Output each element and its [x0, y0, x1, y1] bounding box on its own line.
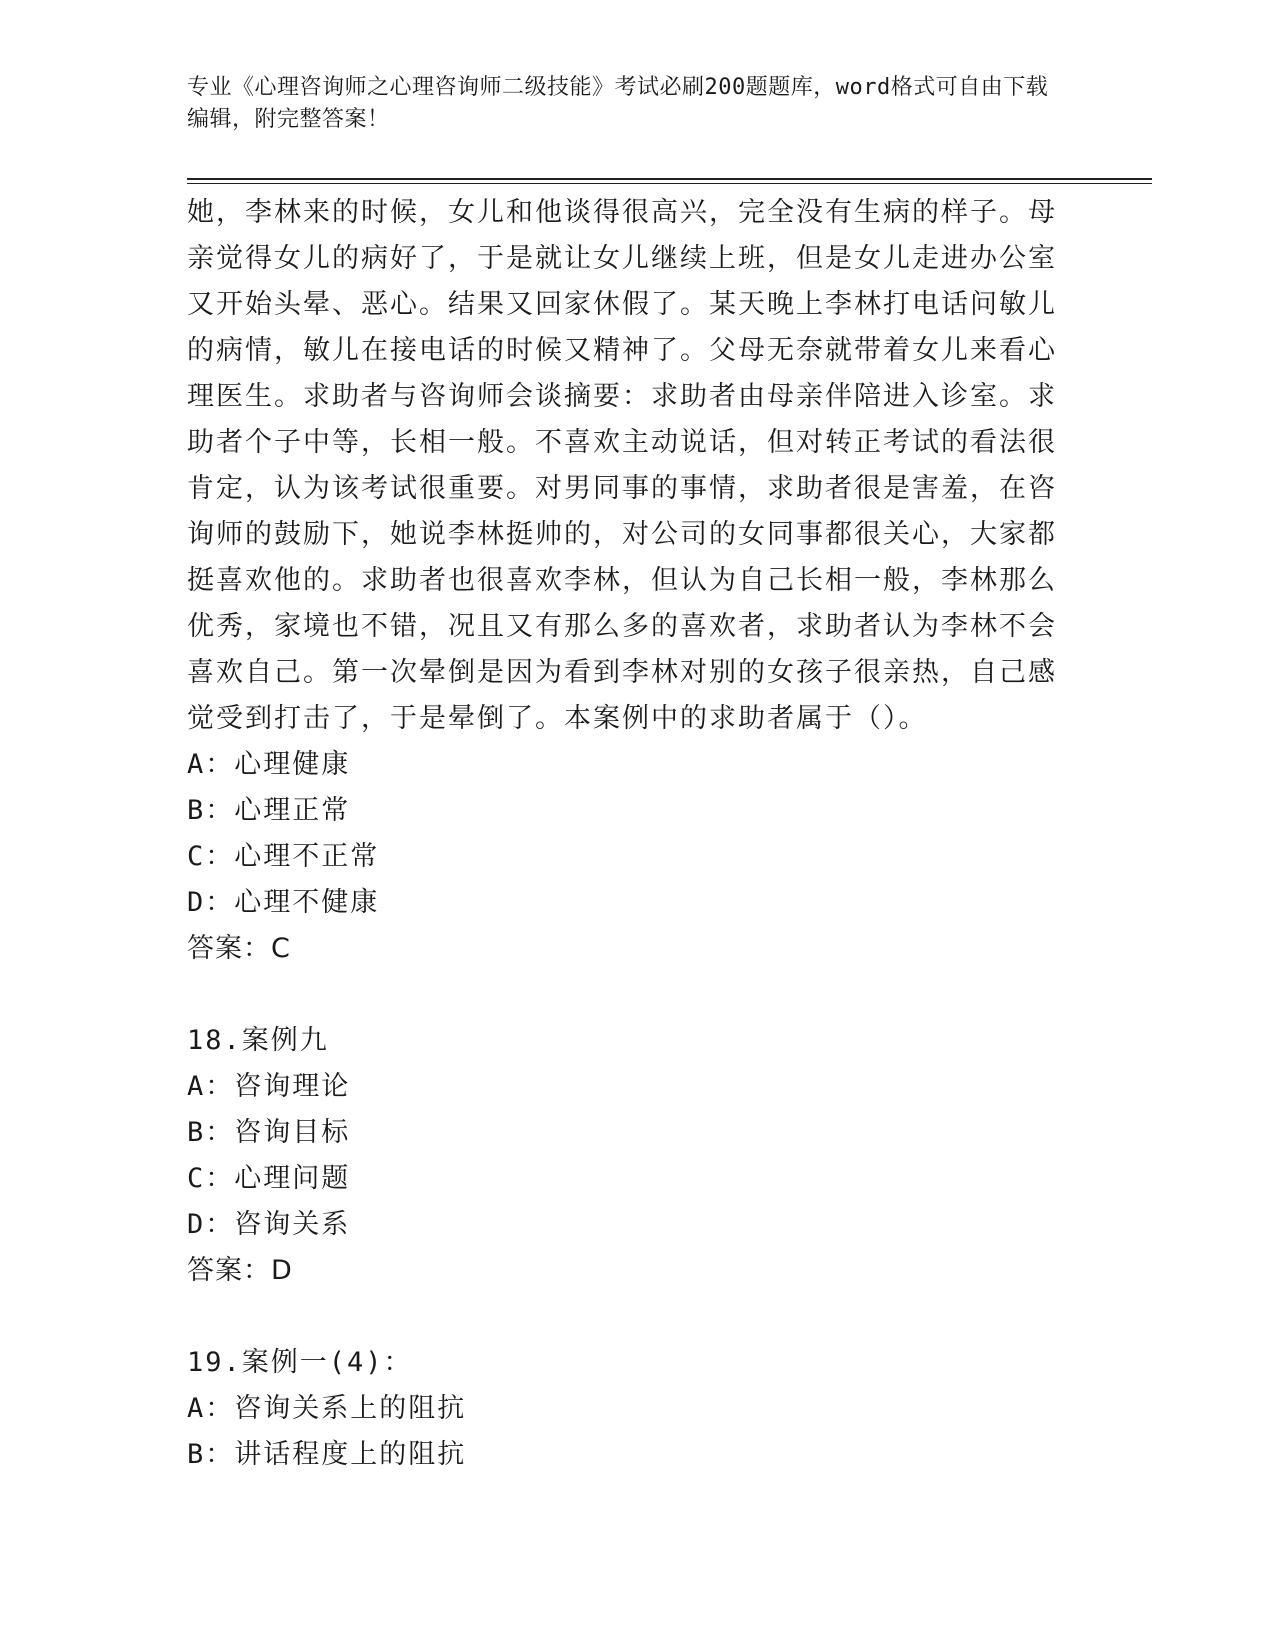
page-content — [187, 190, 1067, 1478]
question-17-option-b: B：心理正常 — [187, 795, 351, 826]
question-18-option-a: A：咨询理论 — [187, 1071, 351, 1102]
question-18-title: 18.案例九 — [187, 1025, 329, 1056]
question-17-option-d: D：心理不健康 — [187, 887, 380, 918]
question-18-option-c: C：心理问题 — [187, 1163, 351, 1194]
question-17-answer: 答案：C — [187, 933, 291, 964]
question-19-option-a: A：咨询关系上的阻抗 — [187, 1393, 467, 1424]
question-18-option-d: D：咨询关系 — [187, 1209, 351, 1240]
question-17-option-a: A：心理健康 — [187, 749, 351, 780]
page-header: 专业《心理咨询师之心理咨询师二级技能》考试必刷200题题库，word格式可自由下载编辑，附完整答案！ — [187, 75, 1049, 132]
question-19-title: 19.案例一(4)： — [187, 1347, 413, 1378]
question-17-passage: 她，李林来的时候，女儿和他谈得很高兴，完全没有生病的样子。母亲觉得女儿的病好了，于是就让女儿继续上班，但是女儿走进办公室又开始头晕、恶心。结果又回家休假了。某天晚上李林打电话问敏儿的病情，敏儿在接电话的时候又精神了。父母无奈就带着女儿来看心理医生。求助者与咨询师会谈摘要：求助者由母亲伴陪进入诊室。求助者个子中等，长相一般。不喜欢主动说话，但对转正考试的看法很肯定，认为该考试很重要。对男同事的事情，求助者很是害羞，在咨询师的鼓励下，她说李林挺帅的，对公司的女同事都很关心，大家都挺喜欢他的。求助者也很喜欢李林，但认为自己长相一般，李林那么优秀，家境也不错，况且又有那么多的喜欢者，求助者认为李林不会喜欢自己。第一次晕倒是因为看到李林对别的女孩子很亲热，自己感觉受到打击了，于是晕倒了。本案例中的求助者属于（）。 — [187, 197, 1057, 734]
question-18-option-b: B：咨询目标 — [187, 1117, 351, 1148]
question-18-answer: 答案：D — [187, 1255, 293, 1286]
question-17-option-c: C：心理不正常 — [187, 841, 380, 872]
header-rule-thick — [187, 178, 1152, 180]
spacer — [187, 972, 1067, 1018]
header-rule-thin — [187, 183, 1152, 184]
question-19-option-b: B：讲话程度上的阻抗 — [187, 1439, 467, 1470]
spacer — [187, 1294, 1067, 1340]
